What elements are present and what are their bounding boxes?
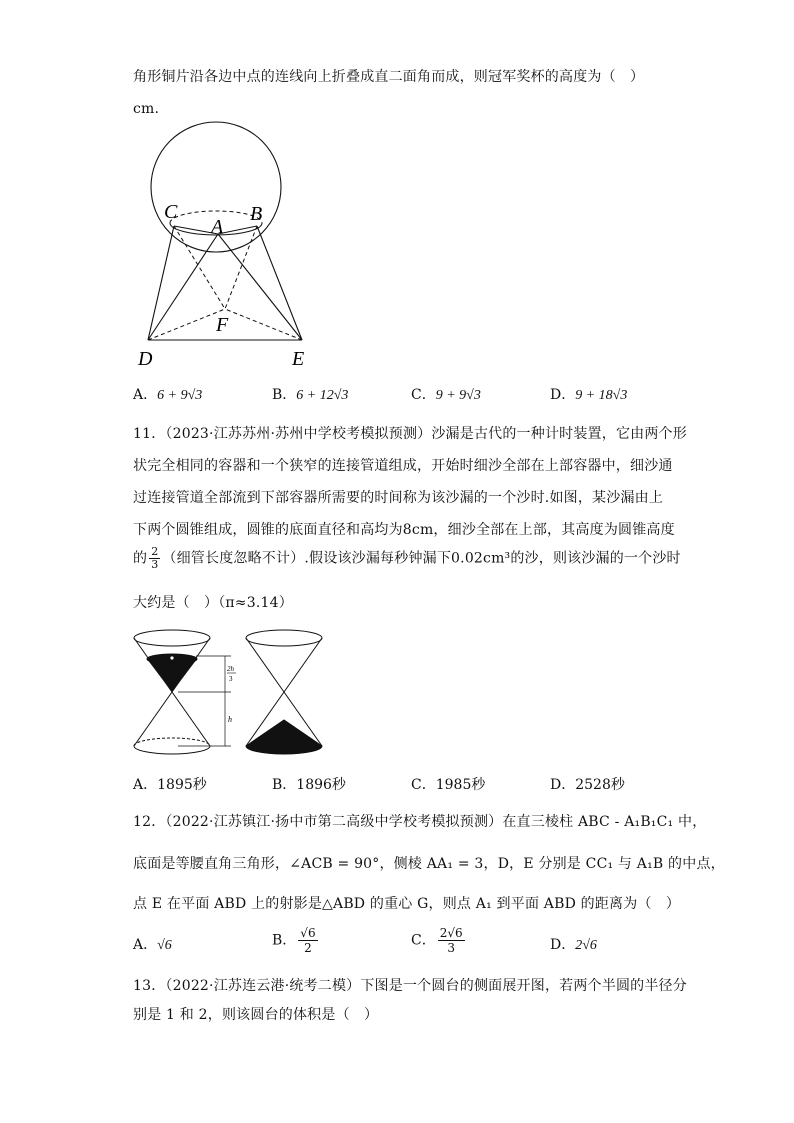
q11-option-a[interactable]: A．1895秒 — [133, 777, 207, 793]
dim-2h: 2h — [227, 665, 234, 673]
dim-3: 3 — [229, 675, 233, 683]
dim-h: h — [228, 715, 232, 724]
q11-text-line6: 大约是（ ）（π≈3.14） — [133, 595, 293, 611]
q12-text-line1: 12．（2022·江苏镇江·扬中市第二高级中学校考模拟预测）在直三棱柱 ABC - A₁B₁C₁ 中， — [133, 814, 707, 830]
q11-option-b[interactable]: B．1896秒 — [272, 777, 346, 793]
q11-option-d[interactable]: D．2528秒 — [550, 777, 625, 793]
q12-text-line3: 点 E 在平面 ABD 上的射影是△ABD 的重心 G，则点 A₁ 到平面 ABD 的距离为（ ） — [133, 896, 681, 912]
q12-text-line2: 底面是等腰直角三角形，∠ACB = 90°，侧棱 AA₁ = 3，D，E 分别是 CC₁ 与 A₁B 的中点， — [133, 856, 725, 872]
q12-option-c[interactable]: C． $\frac{2√6}{3}$ — [411, 926, 463, 955]
q11-text-line5: 的 $\frac{2}{3}$ （细管长度忽略不计）.假设该沙漏每秒钟漏下0.02cm³的沙，则该沙漏的一个沙时 — [133, 545, 681, 571]
q12-option-d[interactable]: D．2√6 — [550, 937, 597, 953]
label-e: E — [292, 348, 305, 370]
q12-option-a[interactable]: A．√6 — [133, 937, 172, 953]
q11-hourglass-figure — [128, 626, 338, 761]
q11-text-line1: 11．（2023·江苏苏州·苏州中学校考模拟预测）沙漏是古代的一种计时装置，它由两个形 — [133, 426, 687, 442]
label-b: B — [250, 203, 263, 225]
q11-text-line3: 过连接管道全部流到下部容器所需要的时间称为该沙漏的一个沙时.如图，某沙漏由上 — [133, 490, 664, 506]
label-c: C — [164, 201, 178, 223]
q13-text-line1: 13．（2022·江苏连云港·统考二模）下图是一个圆台的侧面展开图，若两个半圆的半径分 — [133, 978, 687, 994]
q11-option-c[interactable]: C．1985秒 — [411, 777, 486, 793]
q10-option-d[interactable]: D．9 + 18√3 — [550, 387, 628, 403]
fraction-two-thirds: $\frac{2}{3}$ — [151, 545, 159, 571]
q12-option-b[interactable]: B． $\frac{√6}{2}$ — [272, 926, 316, 955]
q11-text-line4: 下两个圆锥组成，圆锥的底面直径和高均为8cm，细沙全部在上部，其高度为圆锥高度 — [133, 522, 675, 538]
q10-option-b[interactable]: B．6 + 12√3 — [272, 387, 349, 403]
q10-option-a[interactable]: A．6 + 9√3 — [133, 387, 203, 403]
label-d: D — [138, 348, 153, 370]
q10-text-line1: 角形铜片沿各边中点的连线向上折叠成直二面角而成，则冠军奖杯的高度为（ ） — [133, 69, 645, 85]
label-f: F — [216, 314, 229, 336]
q11-text-line2: 状完全相同的容器和一个狭窄的连接管道组成，开始时细沙全部在上部容器中，细沙通 — [133, 458, 673, 474]
label-a: A — [211, 216, 224, 238]
q13-text-line2: 别是 1 和 2，则该圆台的体积是（ ） — [133, 1007, 379, 1023]
q10-option-c[interactable]: C．9 + 9√3 — [411, 387, 481, 403]
q10-trophy-figure — [130, 120, 330, 375]
q10-text-line2: cm. — [133, 101, 160, 117]
